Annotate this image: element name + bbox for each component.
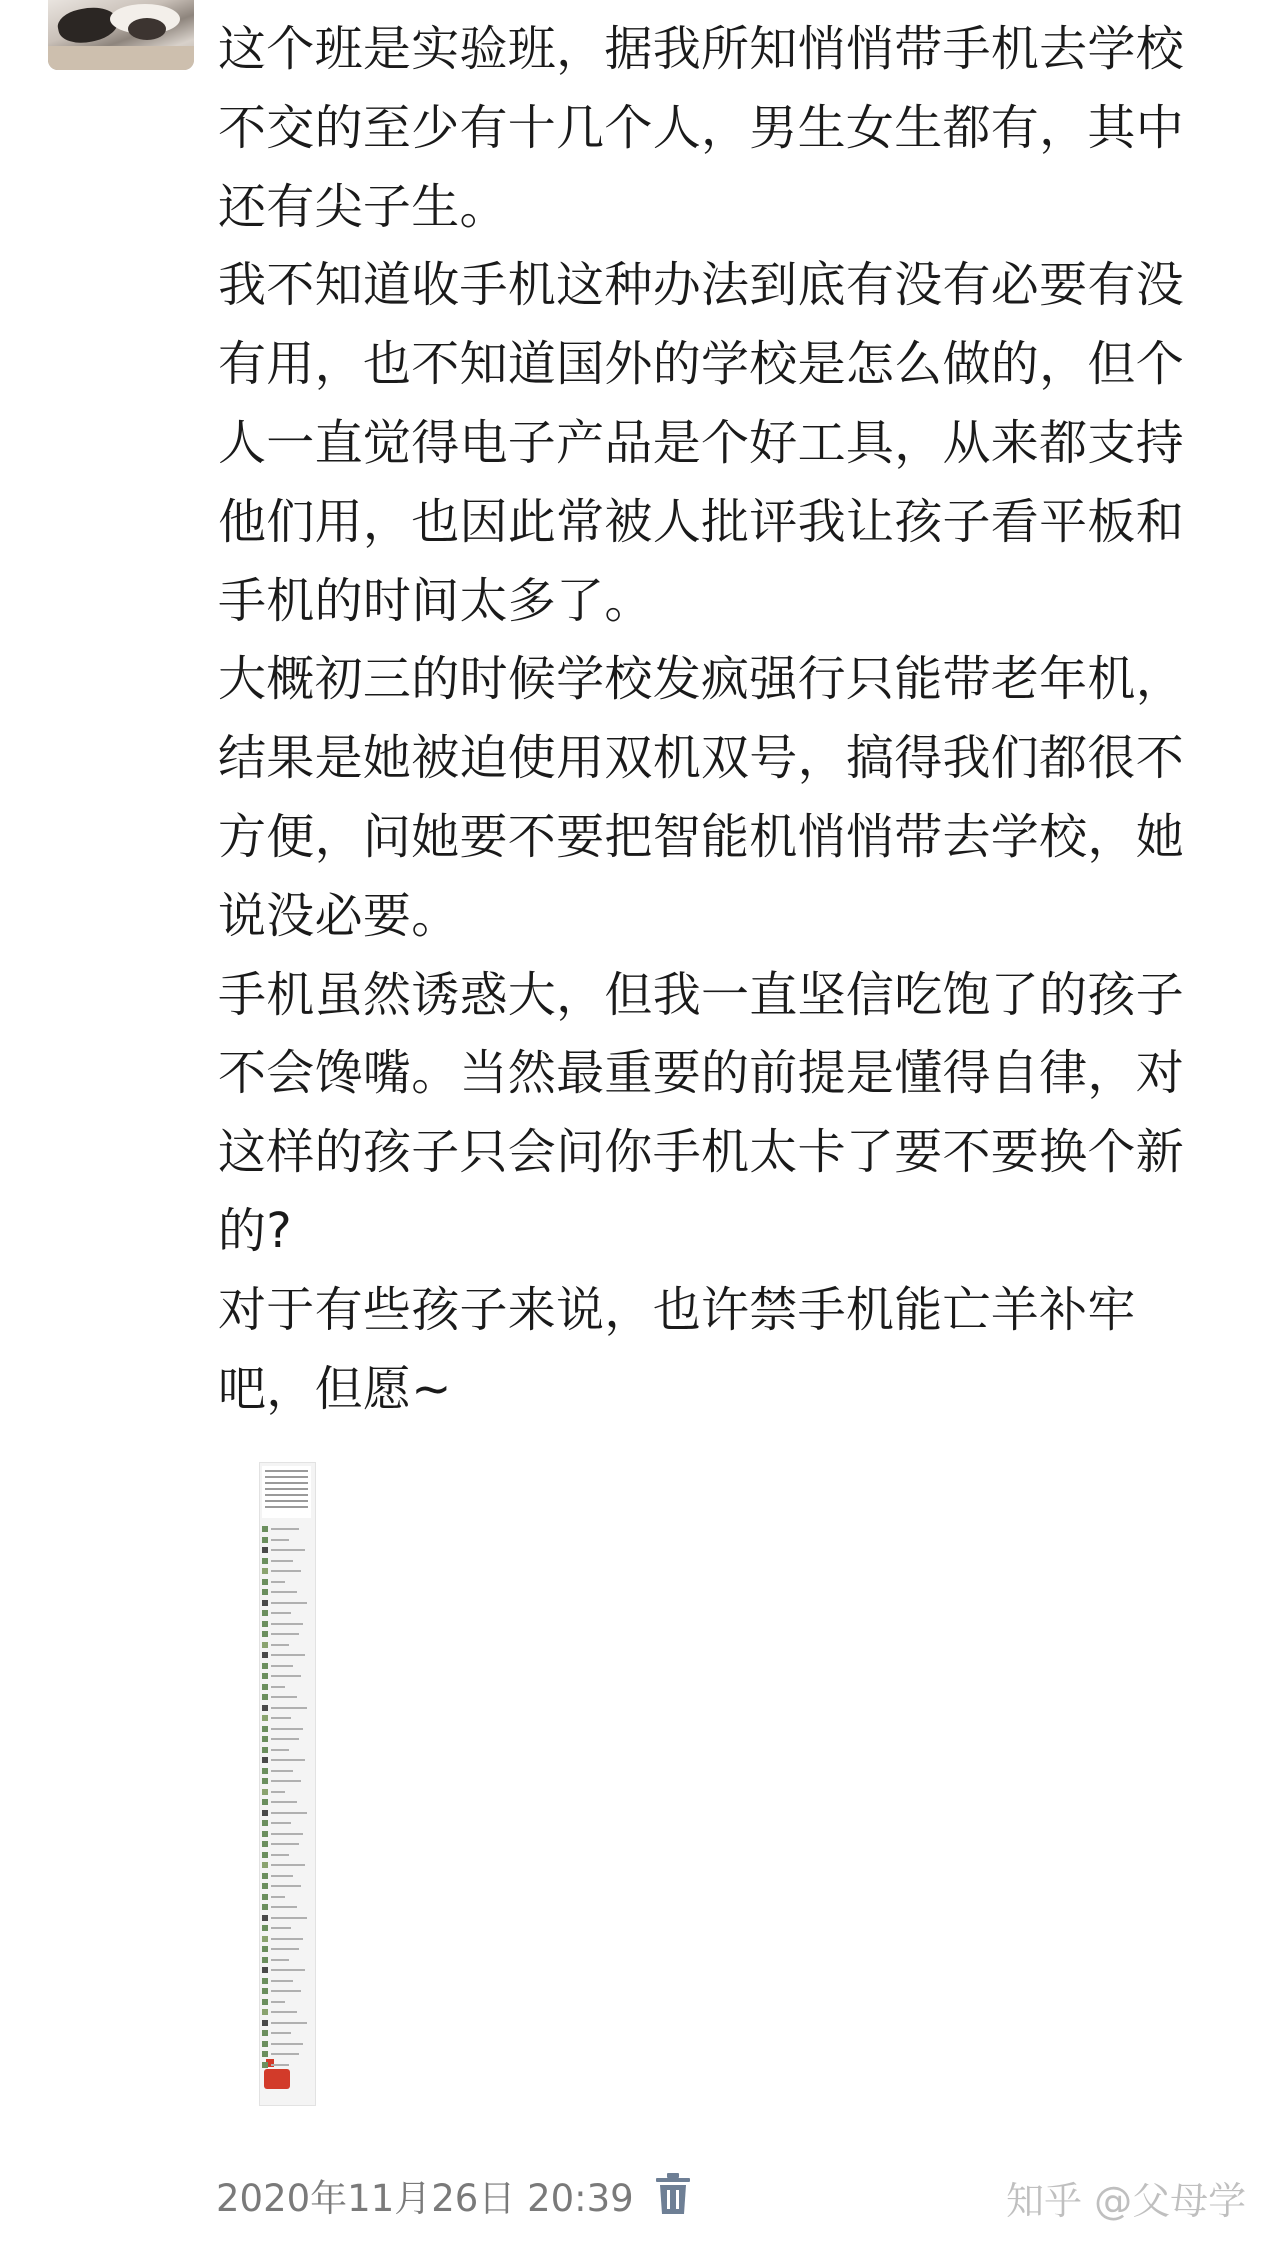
thumbnail-header bbox=[262, 1466, 311, 1518]
avatar[interactable] bbox=[48, 0, 194, 70]
thumbnail-row bbox=[261, 1567, 313, 1576]
thumbnail-row bbox=[261, 1788, 313, 1797]
thumbnail-row bbox=[261, 1704, 313, 1713]
thumbnail-row bbox=[261, 1767, 313, 1776]
thumbnail-row bbox=[261, 1662, 313, 1671]
thumbnail-row bbox=[261, 1945, 313, 1954]
thumbnail-row bbox=[261, 1735, 313, 1744]
thumbnail-row bbox=[261, 1809, 313, 1818]
thumbnail-row bbox=[261, 1725, 313, 1734]
thumbnail-row bbox=[261, 1840, 313, 1849]
thumbnail-row bbox=[261, 1599, 313, 1608]
post-paragraph: 对于有些孩子来说，也许禁手机能亡羊补牢吧，但愿~ bbox=[218, 1281, 1136, 1417]
thumbnail-row bbox=[261, 1830, 313, 1839]
thumbnail-row bbox=[261, 2029, 313, 2038]
thumbnail-row bbox=[261, 2008, 313, 2017]
thumbnail-row bbox=[261, 1924, 313, 1933]
thumbnail-row bbox=[261, 1987, 313, 1996]
thumbnail-row bbox=[261, 1630, 313, 1639]
thumbnail-row bbox=[261, 1777, 313, 1786]
thumbnail-row bbox=[261, 1546, 313, 1555]
thumbnail-row bbox=[261, 1557, 313, 1566]
thumbnail-row bbox=[261, 1536, 313, 1545]
thumbnail-row bbox=[261, 2019, 313, 2028]
thumbnail-row bbox=[261, 1956, 313, 1965]
post-paragraph: 手机虽然诱惑大，但我一直坚信吃饱了的孩子不会馋嘴。当然最重要的前提是懂得自律，对这样的孩子只会问你手机太卡了要不要换个新的? bbox=[218, 966, 1185, 1259]
thumbnail-row bbox=[261, 1998, 313, 2007]
thumbnail-row bbox=[261, 1893, 313, 1902]
post-paragraph: 这个班是实验班，据我所知悄悄带手机去学校不交的至少有十几个人，男生女生都有，其中还有尖子生。 bbox=[218, 21, 1185, 235]
thumbnail-row bbox=[261, 1756, 313, 1765]
thumbnail-row bbox=[261, 1620, 313, 1629]
trash-icon[interactable] bbox=[653, 2172, 693, 2216]
thumbnail-row bbox=[261, 1609, 313, 1618]
thumbnail-row bbox=[261, 1872, 313, 1881]
thumbnail-row bbox=[261, 1882, 313, 1891]
attached-screenshot-thumbnail[interactable] bbox=[259, 1462, 316, 2106]
post-paragraph: 我不知道收手机这种办法到底有没有必要有没有用，也不知道国外的学校是怎么做的，但个人一直觉得电子产品是个好工具，从来都支持他们用，也因此常被人批评我让孩子看平板和手机的时间太多了。 bbox=[218, 257, 1185, 629]
thumbnail-row bbox=[261, 2061, 313, 2070]
thumbnail-row bbox=[261, 1672, 313, 1681]
thumbnail-row bbox=[261, 1525, 313, 1534]
thumbnail-row bbox=[261, 1861, 313, 1870]
thumbnail-row bbox=[261, 1914, 313, 1923]
thumbnail-row bbox=[261, 1588, 313, 1597]
thumbnail-row bbox=[261, 1798, 313, 1807]
thumbnail-row bbox=[261, 1641, 313, 1650]
thumbnail-row bbox=[261, 1693, 313, 1702]
thumbnail-row bbox=[261, 1935, 313, 1944]
thumbnail-row bbox=[261, 1966, 313, 1975]
thumbnail-row bbox=[261, 1746, 313, 1755]
thumbnail-row bbox=[261, 1819, 313, 1828]
thumbnail-row bbox=[261, 1977, 313, 1986]
thumbnail-row bbox=[261, 1578, 313, 1587]
post-paragraph: 大概初三的时候学校发疯强行只能带老年机，结果是她被迫使用双机双号，搞得我们都很不方便，问她要不要把智能机悄悄带去学校，她说没必要。 bbox=[218, 651, 1185, 944]
thumbnail-row bbox=[261, 2050, 313, 2059]
watermark: 知乎 @父母学 bbox=[1006, 2179, 1247, 2223]
thumbnail-row bbox=[261, 1851, 313, 1860]
post-timestamp: 2020年11月26日 20:39 bbox=[216, 2177, 634, 2220]
thumbnail-row bbox=[261, 1683, 313, 1692]
thumbnail-row bbox=[261, 1903, 313, 1912]
thumbnail-row bbox=[261, 2040, 313, 2049]
post-body bbox=[218, 10, 1228, 1428]
thumbnail-row bbox=[261, 1714, 313, 1723]
thumbnail-row bbox=[261, 1651, 313, 1660]
